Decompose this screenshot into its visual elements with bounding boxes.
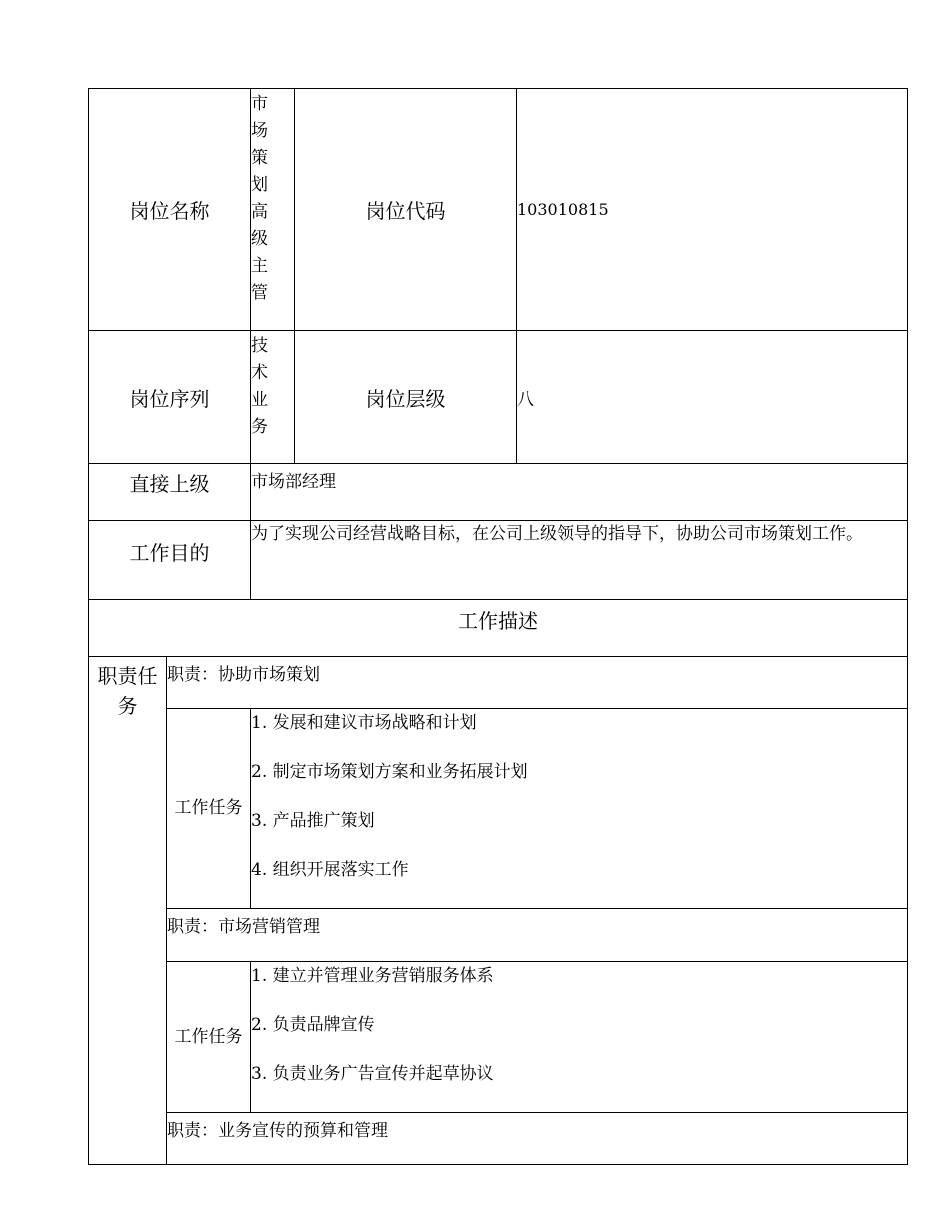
position-level-label: 岗位层级 [295, 331, 517, 464]
position-sequence-value [251, 331, 295, 464]
task-label: 工作任务 [167, 709, 251, 909]
position-name-char: 场 [251, 121, 268, 141]
task-item: 1. 发展和建议市场战略和计划 [251, 713, 477, 733]
row-direct-superior [89, 464, 908, 521]
position-sequence-char: 业 [251, 390, 268, 410]
duty-title: 职责：市场营销管理 [167, 909, 908, 962]
work-purpose-value: 为了实现公司经营战略目标，在公司上级领导的指导下，协助公司市场策划工作。 [251, 521, 908, 600]
task-list [251, 709, 908, 909]
position-sequence-char: 术 [251, 363, 268, 383]
row-position-name [89, 89, 908, 331]
task-item: 2. 制定市场策划方案和业务拓展计划 [251, 762, 528, 782]
row-work-purpose [89, 521, 908, 600]
position-name-label: 岗位名称 [89, 89, 251, 331]
task-item: 2. 负责品牌宣传 [251, 1015, 375, 1035]
task-item: 1. 建立并管理业务营销服务体系 [251, 966, 494, 986]
task-item: 3. 产品推广策划 [251, 811, 375, 831]
section-title: 工作描述 [89, 600, 908, 657]
row-duty-2-tasks [89, 962, 908, 1113]
job-description-table [88, 88, 908, 1165]
work-purpose-label: 工作目的 [89, 521, 251, 600]
row-duty-1-tasks [89, 709, 908, 909]
position-name-char: 管 [251, 283, 268, 303]
row-duty-2 [89, 909, 908, 962]
row-section-title [89, 600, 908, 657]
position-code-value: 103010815 [517, 89, 908, 331]
row-position-sequence [89, 331, 908, 464]
task-label: 工作任务 [167, 962, 251, 1113]
row-duty-3 [89, 1113, 908, 1165]
position-name-char: 策 [251, 148, 268, 168]
position-name-char: 高 [251, 202, 268, 222]
position-code-label: 岗位代码 [295, 89, 517, 331]
task-item: 4. 组织开展落实工作 [251, 860, 409, 880]
position-name-char: 市 [251, 94, 268, 114]
position-name-char: 主 [251, 256, 268, 276]
position-name-char: 级 [251, 229, 268, 249]
position-name-char: 划 [251, 175, 268, 195]
direct-superior-label: 直接上级 [89, 464, 251, 521]
position-sequence-char: 技 [251, 336, 268, 356]
task-list [251, 962, 908, 1113]
position-name-value [251, 89, 295, 331]
duty-title: 职责：协助市场策划 [167, 657, 908, 709]
position-level-value: 八 [517, 331, 908, 464]
responsibility-label: 职责任务 [89, 657, 167, 1165]
row-duty-1 [89, 657, 908, 709]
task-item: 3. 负责业务广告宣传并起草协议 [251, 1064, 494, 1084]
position-sequence-char: 务 [251, 417, 268, 437]
position-sequence-label: 岗位序列 [89, 331, 251, 464]
duty-title: 职责：业务宣传的预算和管理 [167, 1113, 908, 1165]
direct-superior-value: 市场部经理 [251, 464, 908, 521]
